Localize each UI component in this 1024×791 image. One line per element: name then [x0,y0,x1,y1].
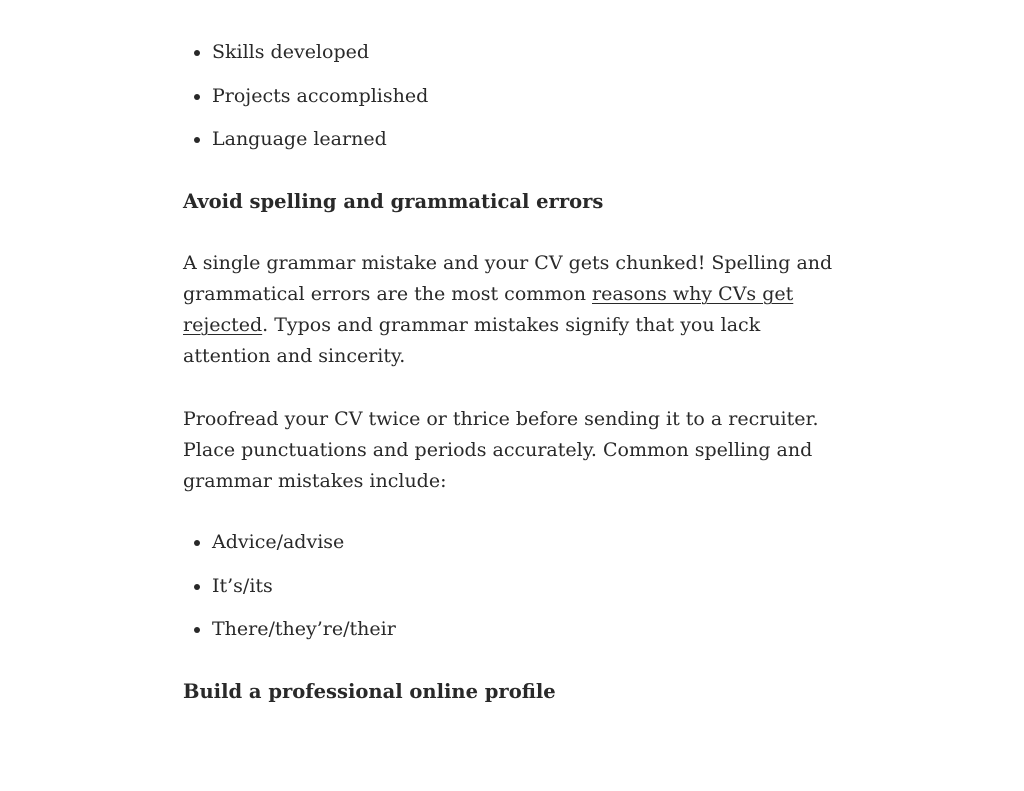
list-item: • There/they’re/their [212,614,843,645]
achievements-list [183,37,843,155]
list-item: • Advice/advise [212,527,843,558]
article-body [183,0,843,707]
paragraph-grammar-mistakes [183,248,843,372]
section-heading-online-profile: Build a professional online profile [183,680,556,703]
list-item: • Language learned [212,124,843,155]
list-item: • Projects accomplished [212,81,843,112]
list-item: • Skills developed [212,37,843,68]
paragraph-text: A single grammar mistake and your CV gets chunked! Spelling and grammatical errors are the most common [183,252,833,305]
section-heading-spelling: Avoid spelling and grammatical errors [183,190,604,213]
paragraph-proofread: Proofread your CV twice or thrice before sending it to a recruiter. Place punctuations and periods accurately. Common spelling and grammar mistakes include: [183,408,819,492]
list-item: • It’s/its [212,571,843,602]
common-mistakes-list [183,527,843,645]
cv-rejection-reasons-link[interactable]: reasons why CVs get rejected [183,283,794,336]
paragraph-text: . Typos and grammar mistakes signify that you lack attention and sincerity. [183,314,761,367]
